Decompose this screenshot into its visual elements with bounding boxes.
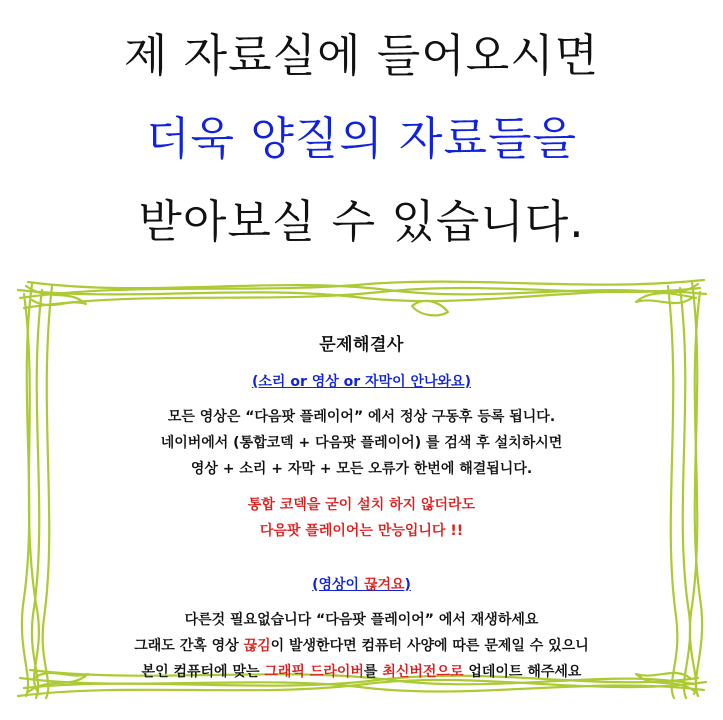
note-section2-line-2 [48,633,675,659]
note-section2-subtitle-emphasis: 끊겨요 [363,577,405,593]
note-section2-line-2-prefix: 그래도 간혹 영상 [134,638,244,654]
note-body [48,330,675,685]
headline-line-2: 더욱 양질의 자료들을 [146,112,577,165]
headline-line-1: 제 자료실에 들어오시면 [123,29,600,82]
note-section2-line-3-suffix: 업데이트 해주세요 [463,664,582,680]
spacer [48,544,675,574]
note-section1-line-3: 영상 + 소리 + 자막 + 모든 오류가 한번에 해결됩니다. [190,461,533,477]
note-section2-subtitle [48,574,675,594]
note-section2-line-3-red-2: 최신버전으로 [382,664,464,680]
note-section1-red-line-1: 통합 코덱을 굳이 설치 하지 않더라도 [247,497,476,513]
note-section2-subtitle-suffix: ) [404,577,411,593]
note-section2-subtitle-prefix: (영상이 [312,577,364,593]
note-section1-line-1: 모든 영상은 “다음팟 플레이어” 에서 정상 구동후 등록 됩니다. [167,409,556,425]
note-section2-line-3 [48,659,675,685]
note-title: 문제해결사 [319,335,404,355]
note-section1-line-2: 네이버에서 (통합코덱 + 다음팟 플레이어) 를 검색 후 설치하시면 [160,435,563,451]
note-section1-red-line-2: 다음팟 플레이어는 만능입니다 !! [259,523,464,539]
note-section2-line-3-red-1: 그래픽 드라이버 [264,664,364,680]
note-section2-line-3-mid: 를 [363,664,383,680]
headline-line-3: 받아보실 수 있습니다. [138,195,585,248]
note-section2-line-2-emphasis: 끊김 [243,638,271,654]
spacer [48,482,675,492]
note-section2-line-2-suffix: 이 발생한다면 컴퓨터 사양에 따른 문제일 수 있으니 [270,638,589,654]
headline-block [0,14,723,263]
sketch-frame-container [8,268,715,708]
note-section2-line-1: 다른것 필요없습니다 “다음팟 플레이어” 에서 재생하세요 [184,612,539,628]
note-section2-line-3-prefix: 본인 컴퓨터에 맞는 [141,664,265,680]
note-section1-subtitle: (소리 or 영상 or 자막이 안나와요) [252,374,471,390]
